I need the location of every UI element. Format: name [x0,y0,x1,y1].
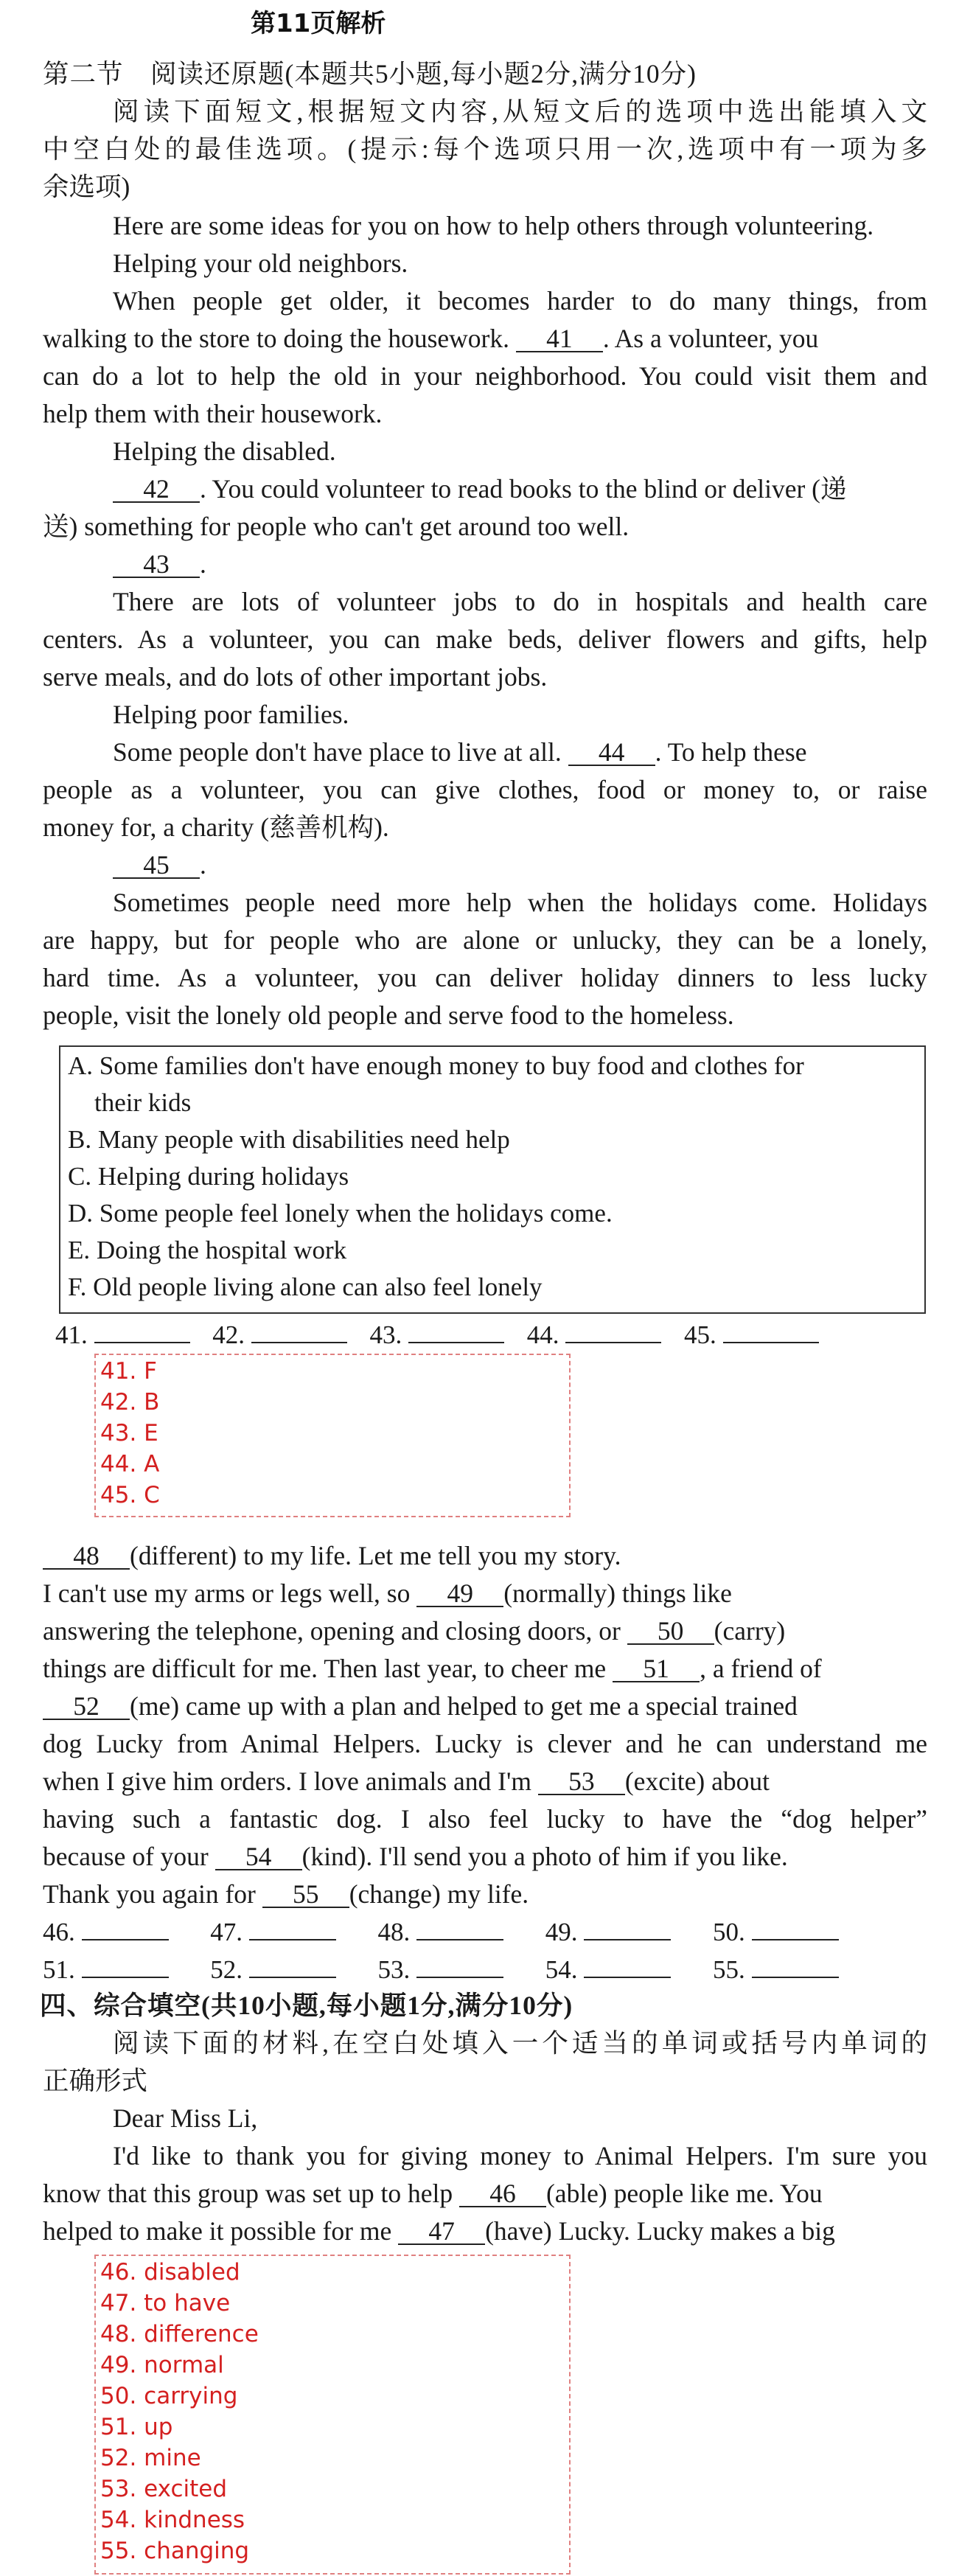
letter-salutation: Dear Miss Li, [113,2103,258,2133]
passage-line-blank41 [43,324,818,353]
letter-line-blank51 [43,1654,822,1683]
section4-instruction-line2: 正确形式 [43,2066,148,2095]
answer-blank-line [82,1917,169,1940]
letter-line: dog Lucky from Animal Helpers. Lucky is clever and he can understand me [43,1729,927,1758]
answer-number: 46. [43,1918,75,1946]
letter-text: when I give him orders. I love animals and I'm [43,1766,531,1796]
option-d: D. Some people feel lonely when the holidays come. [68,1199,613,1228]
blank-48: 48 [43,1543,130,1570]
section2-instruction-line3: 余选项) [43,172,130,201]
option-e: E. Doing the hospital work [68,1236,347,1264]
answer-number-row-51-55 [43,1954,839,1985]
answer-number: 45. [684,1320,716,1349]
answer-42: 42. B [100,1389,160,1416]
letter-text: , a friend of [700,1654,822,1683]
blank-43: 43 [113,551,200,578]
blank-46: 46 [459,2181,546,2207]
letter-text: (able) people like me. You [545,2179,823,2208]
passage-text: . [200,549,206,579]
letter-line-blank50 [43,1616,785,1646]
option-a: A. Some families don't have enough money to buy food and clothes for [68,1051,804,1080]
passage-line-blank42 [113,474,847,504]
answer-46: 46. disabled [100,2259,240,2286]
answer-number: 52. [210,1955,243,1984]
answer-key-box-46-55 [94,2255,571,2575]
passage-line: people as a volunteer, you can give clothes, food or money to, or raise [43,775,927,804]
letter-text: (excite) about [624,1766,770,1796]
answer-blank-line [94,1320,190,1343]
letter-text: (normally) things like [503,1578,732,1608]
passage-line: 送) something for people who can't get around too well. [43,512,630,541]
blank-45: 45 [113,852,200,879]
passage-text: . [200,850,206,880]
answer-number: 53. [377,1955,411,1984]
blank-42: 42 [113,476,200,503]
answer-blank-line [584,1917,671,1940]
blank-41: 41 [516,326,603,352]
answer-53: 53. excited [100,2476,228,2502]
section4-instruction-line1: 阅读下面的材料,在空白处填入一个适当的单词或括号内单词的 [113,2028,927,2058]
letter-text: (carry) [714,1616,786,1646]
answer-number: 44. [526,1320,559,1349]
letter-line-blank48 [43,1541,621,1570]
answer-45: 45. C [100,1482,160,1508]
answer-number: 50. [713,1918,745,1946]
answer-blank-line [723,1320,819,1343]
passage-line: There are lots of volunteer jobs to do in hospitals and health care [113,587,927,616]
letter-text: Thank you again for [43,1879,256,1909]
answer-blank-line [416,1954,503,1978]
letter-text: I can't use my arms or legs well, so [43,1578,411,1608]
blank-53: 53 [538,1769,625,1795]
passage-subheading-old-neighbors: Helping your old neighbors. [113,248,408,278]
answer-50: 50. carrying [100,2383,238,2409]
passage-text: Some people don't have place to live at all. [113,737,562,767]
passage-line: centers. As a volunteer, you can make beds, deliver flowers and gifts, help [43,624,927,654]
answer-blank-line [752,1917,839,1940]
passage-text: . You could volunteer to read books to the blind or deliver (递 [200,474,847,504]
letter-line: I'd like to thank you for giving money to Animal Helpers. I'm sure you [113,2141,927,2171]
answer-blank-line [565,1320,661,1343]
passage-line: help them with their housework. [43,399,383,428]
letter-text: (me) came up with a plan and helped to get me a special trained [130,1691,798,1721]
passage-line: are happy, but for people who are alone or unlucky, they can be a lonely, [43,925,927,955]
section4-heading: 四、综合填空(共10小题,每小题1分,满分10分) [40,1991,573,2020]
answer-44: 44. A [100,1451,160,1477]
answer-51: 51. up [100,2414,173,2440]
answer-blank-line [408,1320,504,1343]
answer-number: 41. [55,1320,88,1349]
section2-instruction-line1: 阅读下面短文,根据短文内容,从短文后的选项中选出能填入文 [113,97,927,126]
passage-line: hard time. As a volunteer, you can deliver holiday dinners to less lucky [43,963,927,992]
letter-line-blank55 [43,1879,529,1909]
answer-41: 41. F [100,1358,157,1385]
letter-text: (have) Lucky. Lucky makes a big [485,2216,835,2246]
answer-number: 43. [369,1320,402,1349]
passage-line: can do a lot to help the old in your neighborhood. You could visit them and [43,361,927,391]
letter-line-blank53 [43,1766,770,1796]
letter-line: having such a fantastic dog. I also feel lucky to have the “dog helper” [43,1804,927,1834]
passage-subheading-poor-families: Helping poor families. [113,700,349,729]
answer-number: 49. [545,1918,578,1946]
letter-line-blank52 [43,1691,798,1721]
blank-47: 47 [398,2218,485,2245]
passage-line: money for, a charity (慈善机构). [43,812,389,842]
passage-text: . To help these [655,737,807,767]
blank-55: 55 [262,1881,349,1908]
letter-line-blank46 [43,2179,823,2208]
answer-55: 55. changing [100,2538,250,2564]
answer-number-row-46-50 [43,1917,839,1947]
letter-line-blank54 [43,1842,788,1871]
letter-text: answering the telephone, opening and closing doors, or [43,1616,621,1646]
passage-line-blank45 [113,850,206,880]
answer-blank-line [416,1917,503,1940]
answer-blank-line [251,1320,347,1343]
answer-49: 49. normal [100,2352,224,2378]
answer-number: 54. [545,1955,578,1984]
answer-52: 52. mine [100,2445,201,2471]
answer-43: 43. E [100,1420,158,1447]
option-c: C. Helping during holidays [68,1162,349,1191]
answer-blank-line [584,1954,671,1978]
passage-text: walking to the store to doing the housework. [43,324,509,353]
letter-text: (kind). I'll send you a photo of him if you like. [301,1842,788,1871]
blank-51: 51 [613,1656,700,1682]
answer-blank-line [249,1954,336,1978]
passage-line: Sometimes people need more help when the holidays come. Holidays [113,888,927,917]
letter-text: things are difficult for me. Then last year, to cheer me [43,1654,607,1683]
option-a-continued: their kids [94,1088,192,1117]
letter-text: helped to make it possible for me [43,2216,392,2246]
passage-intro: Here are some ideas for you on how to help others through volunteering. [113,211,874,240]
answer-48: 48. difference [100,2321,259,2347]
letter-line-blank47 [43,2216,835,2246]
answer-47: 47. to have [100,2290,231,2316]
answer-number: 51. [43,1955,75,1984]
letter-text: because of your [43,1842,209,1871]
options-box [59,1045,926,1314]
passage-line: people, visit the lonely old people and serve food to the homeless. [43,1000,734,1030]
section2-heading: 第二节 阅读还原题(本题共5小题,每小题2分,满分10分) [43,59,697,88]
answer-key-box-41-45 [94,1354,571,1517]
blank-52: 52 [43,1693,130,1720]
passage-line: When people get older, it becomes harder to do many things, from [113,286,927,316]
passage-line-blank44 [113,737,806,767]
letter-text: know that this group was set up to help [43,2179,453,2208]
passage-subheading-disabled: Helping the disabled. [113,436,336,466]
letter-line-blank49 [43,1578,927,1608]
answer-blank-line [249,1917,336,1940]
section2-instruction-line2: 中空白处的最佳选项。(提示:每个选项只用一次,选项中有一项为多 [43,134,927,164]
answer-number: 48. [377,1918,411,1946]
passage-text: . As a volunteer, you [602,324,819,353]
blank-49: 49 [416,1581,503,1607]
answer-54: 54. kindness [100,2507,245,2533]
option-b: B. Many people with disabilities need help [68,1125,510,1154]
answer-blank-line [82,1954,169,1978]
letter-text: (different) to my life. Let me tell you my story. [130,1541,621,1570]
blank-44: 44 [568,739,655,766]
answer-number: 55. [713,1955,745,1984]
passage-line-blank43 [113,549,206,579]
letter-text: (change) my life. [349,1879,529,1909]
answer-number: 42. [212,1320,245,1349]
blank-50: 50 [627,1618,714,1645]
blank-54: 54 [215,1844,302,1870]
answer-number: 47. [210,1918,243,1946]
page-title: 第11页解析 [251,9,386,38]
answer-blank-line [752,1954,839,1978]
option-f: F. Old people living alone can also feel lonely [68,1273,543,1301]
passage-line: serve meals, and do lots of other important jobs. [43,662,548,692]
